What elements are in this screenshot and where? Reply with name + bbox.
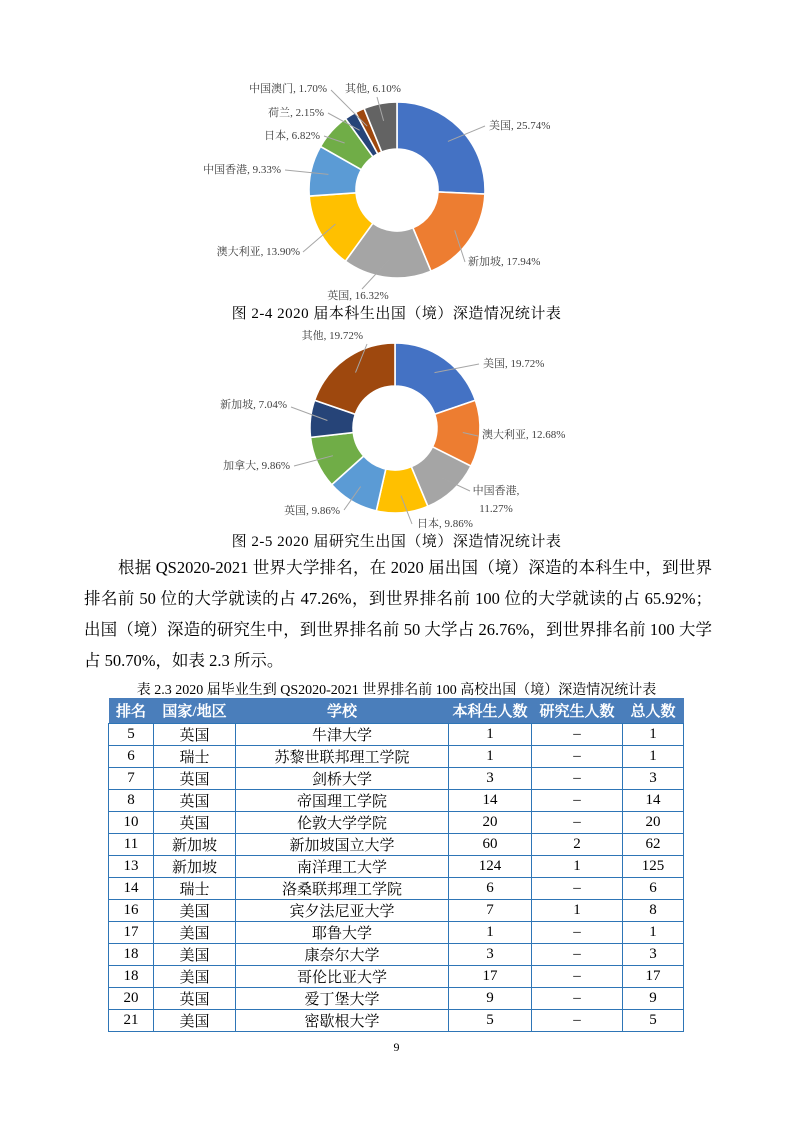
table-cell: 1: [532, 856, 623, 878]
table-cell: 美国: [154, 1010, 236, 1032]
table-cell: 16: [109, 900, 154, 922]
table-cell: 剑桥大学: [236, 768, 449, 790]
slice-label: 中国香港, 11.27%: [472, 485, 520, 515]
table-cell: 耶鲁大学: [236, 922, 449, 944]
table-cell: 60: [449, 834, 532, 856]
ranking-table: [108, 698, 684, 1032]
column-header: 排名: [109, 698, 154, 724]
table-cell: 14: [449, 790, 532, 812]
slice-label: 加拿大, 9.86%: [223, 460, 290, 472]
table-cell: 1: [532, 900, 623, 922]
table-cell: 爱丁堡大学: [236, 988, 449, 1010]
table-cell: –: [532, 812, 623, 834]
table-cell: 20: [449, 812, 532, 834]
column-header: 本科生人数: [449, 698, 532, 724]
table-row: [109, 812, 684, 834]
slice-label: 美国, 25.74%: [489, 120, 551, 132]
slice-label: 澳大利亚, 13.90%: [216, 246, 300, 258]
table-row: [109, 922, 684, 944]
table-cell: 7: [449, 900, 532, 922]
table-row: [109, 988, 684, 1010]
table-cell: 10: [109, 812, 154, 834]
table-cell: –: [532, 790, 623, 812]
table-cell: –: [532, 878, 623, 900]
table-cell: 英国: [154, 790, 236, 812]
table-cell: 18: [109, 944, 154, 966]
table-cell: 5: [109, 724, 154, 746]
donut-chart-undergraduate: [140, 78, 670, 304]
table-cell: 1: [449, 746, 532, 768]
table-cell: 苏黎世联邦理工学院: [236, 746, 449, 768]
table-cell: –: [532, 966, 623, 988]
table-cell: 南洋理工大学: [236, 856, 449, 878]
slice-label: 日本, 6.82%: [264, 130, 320, 142]
table-cell: 英国: [154, 988, 236, 1010]
table-row: [109, 878, 684, 900]
donut-chart-postgraduate: [140, 328, 670, 532]
table-cell: 宾夕法尼亚大学: [236, 900, 449, 922]
slice-label: 美国, 19.72%: [483, 358, 545, 370]
table-cell: 洛桑联邦理工学院: [236, 878, 449, 900]
table-cell: 5: [623, 1010, 684, 1032]
table-head: [109, 698, 684, 724]
slice-label: 英国, 9.86%: [284, 505, 340, 517]
slice-label: 日本, 9.86%: [417, 518, 473, 530]
table-cell: 20: [109, 988, 154, 1010]
table-cell: 1: [449, 922, 532, 944]
table-row: [109, 966, 684, 988]
table-row: [109, 1010, 684, 1032]
column-header: 国家/地区: [154, 698, 236, 724]
table-cell: 14: [109, 878, 154, 900]
table-cell: 3: [449, 768, 532, 790]
table-cell: 125: [623, 856, 684, 878]
slice-label: 澳大利亚, 12.68%: [482, 429, 566, 441]
body-paragraph: 根据 QS2020-2021 世界大学排名，在 2020 届出国（境）深造的本科生中，到世界排名前 50 位的大学就读的占 47.26%，到世界排名前 100 位的大学就读的占 65.92%；出国（境）深造的研究生中，到世界排名前 50 大学占 26.76%，到世界排名前 100 大学占 50.70%，如表 2.3 所示。: [84, 558, 712, 670]
table-cell: 3: [623, 768, 684, 790]
table-cell: 美国: [154, 966, 236, 988]
table-cell: 瑞士: [154, 878, 236, 900]
table-cell: 1: [449, 724, 532, 746]
figure-caption-2-5: 图 2-5 2020 届研究生出国（境）深造情况统计表: [231, 534, 562, 550]
table-row: [109, 834, 684, 856]
table-head-row: [109, 698, 684, 724]
table-cell: 1: [623, 746, 684, 768]
table-cell: 康奈尔大学: [236, 944, 449, 966]
table-cell: 哥伦比亚大学: [236, 966, 449, 988]
slice-label: 英国, 16.32%: [327, 290, 389, 302]
table-cell: 9: [449, 988, 532, 1010]
table-cell: 7: [109, 768, 154, 790]
table-row: [109, 724, 684, 746]
slice-label: 其他, 19.72%: [301, 330, 363, 342]
table-cell: 英国: [154, 812, 236, 834]
table-cell: 英国: [154, 768, 236, 790]
table-cell: 8: [623, 900, 684, 922]
table-cell: –: [532, 724, 623, 746]
table-cell: 美国: [154, 900, 236, 922]
page-number: 9: [393, 1040, 400, 1054]
table-cell: 62: [623, 834, 684, 856]
slice-label: 新加坡, 17.94%: [468, 256, 541, 268]
table-cell: 1: [623, 922, 684, 944]
table-cell: 8: [109, 790, 154, 812]
table-cell: 3: [449, 944, 532, 966]
table-cell: 13: [109, 856, 154, 878]
donut-slice-其他: [315, 343, 395, 414]
table-cell: 新加坡国立大学: [236, 834, 449, 856]
figure-caption-2-4: 图 2-4 2020 届本科生出国（境）深造情况统计表: [231, 306, 562, 322]
table-cell: –: [532, 944, 623, 966]
table-cell: –: [532, 746, 623, 768]
table-cell: 1: [623, 724, 684, 746]
table-cell: 3: [623, 944, 684, 966]
table-cell: 美国: [154, 922, 236, 944]
table-cell: 21: [109, 1010, 154, 1032]
table-cell: 新加坡: [154, 856, 236, 878]
slice-label: 其他, 6.10%: [345, 83, 401, 95]
table-cell: –: [532, 922, 623, 944]
column-header: 研究生人数: [532, 698, 623, 724]
table-cell: 6: [449, 878, 532, 900]
table-row: [109, 746, 684, 768]
table-cell: 11: [109, 834, 154, 856]
table-cell: 帝国理工学院: [236, 790, 449, 812]
slice-label: 中国香港, 9.33%: [203, 164, 281, 176]
column-header: 总人数: [623, 698, 684, 724]
table-cell: 17: [623, 966, 684, 988]
table-row: [109, 768, 684, 790]
slice-label: 荷兰, 2.15%: [268, 107, 324, 119]
table-cell: 124: [449, 856, 532, 878]
table-row: [109, 856, 684, 878]
table-cell: –: [532, 988, 623, 1010]
table-cell: 新加坡: [154, 834, 236, 856]
table-cell: 伦敦大学学院: [236, 812, 449, 834]
table-row: [109, 944, 684, 966]
table-cell: 18: [109, 966, 154, 988]
table-cell: 17: [109, 922, 154, 944]
slice-label: 中国澳门, 1.70%: [249, 83, 327, 95]
table-cell: 英国: [154, 724, 236, 746]
table-cell: 牛津大学: [236, 724, 449, 746]
table-cell: 20: [623, 812, 684, 834]
donut-slice-美国: [397, 102, 485, 194]
table-row: [109, 900, 684, 922]
table-cell: –: [532, 1010, 623, 1032]
table-cell: 17: [449, 966, 532, 988]
table-cell: 密歇根大学: [236, 1010, 449, 1032]
table-cell: 2: [532, 834, 623, 856]
slice-label: 新加坡, 7.04%: [220, 399, 287, 411]
table-cell: 6: [109, 746, 154, 768]
table-title: 表 2.3 2020 届毕业生到 QS2020-2021 世界排名前 100 高校出国（境）深造情况统计表: [136, 683, 657, 698]
table-cell: 9: [623, 988, 684, 1010]
table-body: [109, 724, 684, 1032]
table-row: [109, 790, 684, 812]
column-header: 学校: [236, 698, 449, 724]
table-cell: 美国: [154, 944, 236, 966]
table-cell: 6: [623, 878, 684, 900]
table-cell: 瑞士: [154, 746, 236, 768]
table-cell: 5: [449, 1010, 532, 1032]
table-cell: –: [532, 768, 623, 790]
table-cell: 14: [623, 790, 684, 812]
